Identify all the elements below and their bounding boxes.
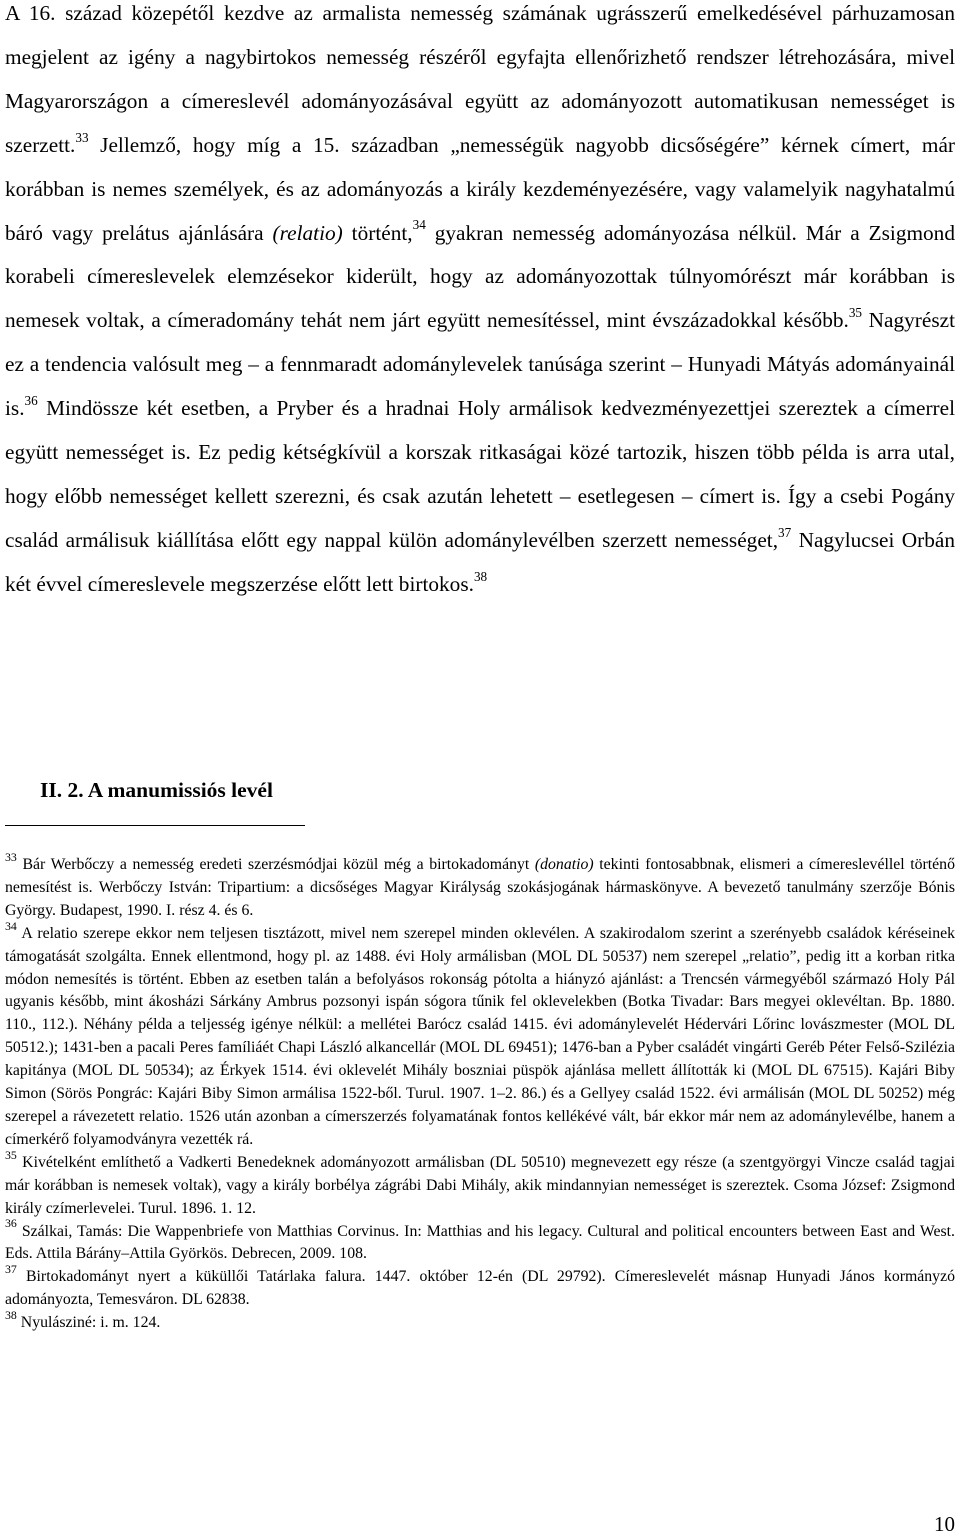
footnote-text-italic: (donatio) xyxy=(534,856,594,873)
footnote-37 xyxy=(5,1262,955,1312)
body-text-1: A 16. század közepétől kezdve az armalista nemesség számának ugrásszerű emelkedésével párhuzamosan megjelent az igény a nagybirtokos nemesség részéről egyfajta ellenőrizhető rendszer létrehozására, mivel Magyarországon a címereslevél adományozásával együtt az adományozott automatikusan nemességet is szerzett. xyxy=(5,1,955,157)
footnote-33 xyxy=(5,849,955,923)
footnote-ref-37[interactable]: 37 xyxy=(778,524,792,540)
footnote-text: tekinti fontosabbnak, elismeri a címereslevéllel történő nemesítést is. Werbőczy István: Tripartium: a dicsőséges Magyar Királyság szokásjogának hármaskönyve. A bevezető tanulmány szerzője Bónis György. Budapest, 1990. I. rész 4. és 6. xyxy=(5,856,955,919)
footnote-number: 38 xyxy=(5,1308,17,1323)
footnote-number: 33 xyxy=(5,849,17,864)
footnote-number: 36 xyxy=(5,1216,17,1231)
footnote-ref-36[interactable]: 36 xyxy=(24,393,38,409)
body-paragraph xyxy=(5,0,955,607)
footnote-ref-33[interactable]: 33 xyxy=(75,129,89,145)
body-text-6: Nagylucsei Orbán két évvel címereslevele megszerzése előtt lett birtokos. xyxy=(5,527,955,596)
body-text-5: Mindössze két esetben, a Pryber és a hradnai Holy armálisok kedvezményezettjei szereztek a címerrel együtt nemességet is. Ez pedig kétségkívül a korszak ritkaságai közé tartozik, hiszen több példa is arra utal, hogy előbb nemességet kellett szerezni, és csak azután lehetett – esetlegesen – címert is. Így a csebi Pogány család armálisuk kiállítása előtt egy nappal külön adománylevélben szerzett nemességet, xyxy=(5,396,955,552)
footnote-number: 37 xyxy=(5,1262,17,1277)
body-text-2: Jellemző, hogy míg a 15. században „nemességük nagyobb dicsőségére” kérnek címert, már korábban is nemes személyek, és az adományozás a király kezdeményezésére, vagy valamelyik nagyhatalmú báró vagy prelátus ajánlására xyxy=(5,132,955,245)
body-text-2b: történt, xyxy=(342,220,413,245)
section-heading: II. 2. A manumissiós levél xyxy=(40,778,273,802)
footnote-number: 34 xyxy=(5,918,17,933)
footnotes xyxy=(5,849,955,1335)
footnote-ref-34[interactable]: 34 xyxy=(412,217,426,233)
body-text-italic-relatio: (relatio) xyxy=(272,220,343,245)
footnote-ref-38[interactable]: 38 xyxy=(473,568,488,584)
body-text-3: gyakran nemesség adományozása nélkül. Már a Zsigmond korabeli címereslevelek elemzésekor kiderült, hogy az adományozottak túlnyomórészt már korábban is nemesek voltak, a címeradomány tehát nem járt együtt nemesítéssel, mint évszázadokkal később. xyxy=(5,220,955,333)
body-text-4: Nagyrészt ez a tendencia valósult meg – a fennmaradt adománylevelek tanúsága szerint – Hunyadi Mátyás adományainál is. xyxy=(5,308,956,421)
footnote-text: Birtokadományt nyert a küküllői Tatárlaka falura. 1447. október 12-én (DL 29792). Címereslevelét másnap Hunyadi János kormányzó adományozta, Temesváron. DL 62838. xyxy=(5,1268,955,1309)
footnote-text: Kivételként említhető a Vadkerti Benedeknek adományozott armálisban (DL 50510) megnevezett egy része (a szentgyörgyi Vincze család tagjai már korábban is nemesek voltak), vagy a király borbélya zágrábi Dabi Mihály, akik mindannyian nemességet is szereztek. Csoma József: Zsigmond király czímerlevelei. Turul. 1896. 1. 12. xyxy=(5,1153,955,1217)
footnote-35 xyxy=(5,1147,955,1221)
footnote-text: Szálkai, Tamás: Die Wappenbriefe von Matthias Corvinus. In: Matthias and his legacy. Cultural and political encounters between East and West. Eds. Attila Bárány–Attila Györkös. Debrecen, 2009. 108. xyxy=(5,1222,955,1263)
footnote-34 xyxy=(5,918,955,1152)
footnote-38 xyxy=(5,1308,955,1335)
footnote-text: A relatio szerepe ekkor nem teljesen tisztázott, mivel nem szerepel minden oklevélen. A szakirodalom szerint a szerényebb családok kéréseinek támogatását szolgálta. Ennek ellentmond, hogy pl. az 1488. évi Holy armálisban (MOL DL 50537) nem szerepel „relatio”, pedig itt a korban ritka módon nemesítés is történt. Ebben az esetben talán a befolyásos rokonság pótolta a hiányzó ajánlást: a Trencsén vármegyéből származó Holy Pál ugyanis később, mint ákosházi Sárkány Ambrus pozsonyi ispán sógora tűnik fel oklevelekben (Botka Tivadar: Bars megyei oklevéltan. Bp. 1880. 110., 112.). Néhány példa a teljesség igénye nélkül: a mellétei Barócz család 1415. évi adománylevelét Hédervári Lőrinc lovászmester (MOL DL 50512.); 1431-ben a pacali Peres famíliáét Chapi László alkancellár (MOL DL 69451); 1476-ban a Pyber családét vingárti Geréb Péter Felső-Szilézia kapitánya (MOL DL 50534); az Érkyek 1514. évi oklevelét Mihály boszniai püspök ajánlása mellett állították ki (MOL DL 67515). Kajári Biby Simon (Sörös Pongrác: Kajári Biby Simon armálisa 1522-ből. Turul. 1907. 1–2. 86.) és a Gellyey család 1522. évi armálisán (MOL DL 50252) még szerepel a rávezetett relatio. 1526 után azonban a címerszerzés folyamatának fontos kellékévé vált, bár ekkor már nem az adománylevélbe, hanem a címerkérő folyamodványra vezették rá. xyxy=(5,924,955,1148)
footnote-separator xyxy=(5,825,305,826)
footnote-text: Bár Werbőczy a nemesség eredeti szerzésmódjai közül még a birtokadományt xyxy=(16,856,535,873)
footnote-ref-35[interactable]: 35 xyxy=(848,305,863,321)
footnote-36 xyxy=(5,1216,955,1267)
page-number: 10 xyxy=(934,1512,955,1536)
footnote-text: Nyulásziné: i. m. 124. xyxy=(16,1314,161,1332)
footnote-number: 35 xyxy=(5,1147,17,1162)
